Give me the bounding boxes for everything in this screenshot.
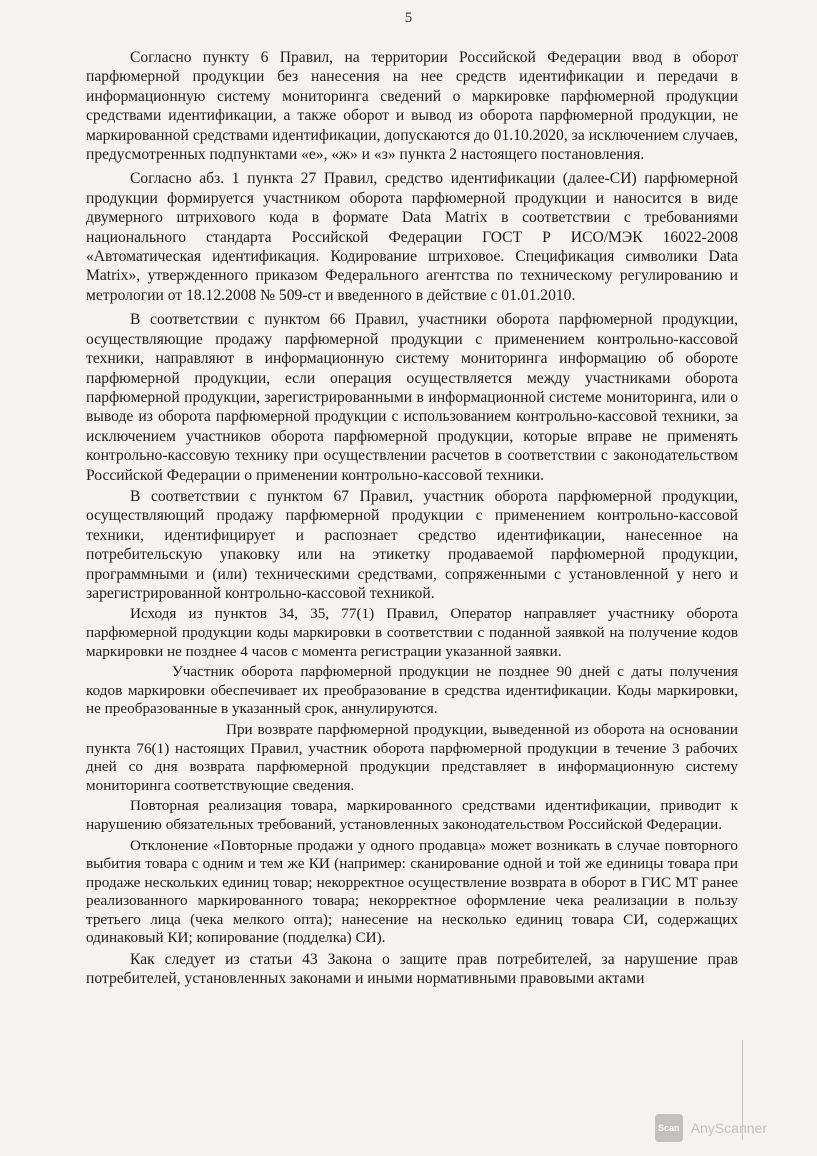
scanner-logo-icon: Scan (655, 1114, 683, 1142)
paragraph-rule-6: Согласно пункту 6 Правил, на территории Российской Федерации ввод в оборот парфюмерной продукции без нанесения на нее средств идентификации и передачи в информационную систему мониторинга сведений о маркировке парфюмерной продукции средствами идентификации, а также оборот и вывод из оборота парфюмерной продукции, не маркированной средствами идентификации, допускаются до 01.10.2020, за исключением случаев, предусмотренных подпунктами «е», «ж» и «з» пункта 2 настоящего постановления. (86, 49, 738, 164)
paragraph-deviation: Отклонение «Повторные продажи у одного продавца» может возникать в случае повторного выбития товара с одним и тем же КИ (например: сканирование одной и той же единицы товара при продаже нескольких единиц товар; некорректное осуществление возврата в оборот в ГИС МТ ранее реализованного маркированного товара; некорректное оформление чека реализации в пользу третьего лица (чека мелкого опта); нанесение на несколько единиц товара СИ, содержащих одинаковый КИ; копирование (подделка) СИ). (86, 836, 738, 947)
paragraph-repeat-sale: Повторная реализация товара, маркированного средствами идентификации, приводит к нарушению обязательных требований, установленных законодательством Российской Федерации. (86, 797, 738, 833)
paragraph-article-43: Как следует из статьи 43 Закона о защите прав потребителей, за нарушение прав потребителей, установленных законами и иными нормативными правовыми актами (86, 951, 738, 988)
paragraph-rule-27: Согласно абз. 1 пункта 27 Правил, средство идентификации (далее-СИ) парфюмерной продукции формируется участником оборота парфюмерной продукции и наносится в виде двумерного штрихового кода в формате Data Matrix в соответствии с требованиями национального стандарта Российской Федерации ГОСТ Р ИСО/МЭК 16022-2008 «Автоматическая идентификация. Кодирование штриховое. Спецификация символики Data Matrix», утвержденного приказом Федерального агентства по техническому регулированию и метрологии от 18.12.2008 № 509-ст и введенного в действие с 01.01.2010. (86, 170, 738, 304)
scanner-watermark (655, 1114, 767, 1142)
paragraph-rule-67: В соответствии с пунктом 67 Правил, участник оборота парфюмерной продукции, осуществляющий продажу парфюмерной продукции с применением контрольно-кассовой техники, идентифицирует и распознает средство идентификации, нанесенное на потребительскую упаковку или на этикетку продаваемой парфюмерной продукции, программными и (или) техническими средствами, сопряженными с установленной у него и зарегистрированной контрольно-кассовой техникой. (86, 487, 738, 602)
paragraph-90-days: Участник оборота парфюмерной продукции не позднее 90 дней с даты получения кодов маркировки обеспечивает их преобразование в средства идентификации. Коды маркировки, не преобразованные в указанный срок, аннулируются. (86, 663, 738, 718)
scanner-app-name: AnyScanner (690, 1120, 767, 1136)
paragraph-rule-66: В соответствии с пунктом 66 Правил, участники оборота парфюмерной продукции, осуществляющие продажу парфюмерной продукции с применением контрольно-кассовой техники, направляют в информационную систему мониторинга информацию об обороте парфюмерной продукции, если операция осуществляется между участниками оборота парфюмерной продукции, зарегистрированными в информационной системе мониторинга, или о выводе из оборота парфюмерной продукции с использованием контрольно-кассовой техники, за исключением участников оборота парфюмерной продукции, которые вправе не применять контрольно-кассовую технику при осуществлении расчетов в соответствии с законодательством Российской Федерации о применении контрольно-кассовой техники. (86, 311, 738, 484)
paragraph-rules-34-35-77: Исходя из пунктов 34, 35, 77(1) Правил, Оператор направляет участнику оборота парфюмерной продукции коды маркировки в соответствии с поданной заявкой на получение кодов маркировки не позднее 4 часов с момента регистрации указанной заявки. (86, 605, 738, 660)
paragraph-return: При возврате парфюмерной продукции, выведенной из оборота на основании пункта 76(1) настоящих Правил, участник оборота парфюмерной продукции в течение 3 рабочих дней со дня возврата парфюмерной продукции представляет в информационную систему мониторинга соответствующие сведения. (86, 720, 738, 794)
page-number: 5 (404, 10, 413, 26)
document-body (86, 48, 738, 991)
